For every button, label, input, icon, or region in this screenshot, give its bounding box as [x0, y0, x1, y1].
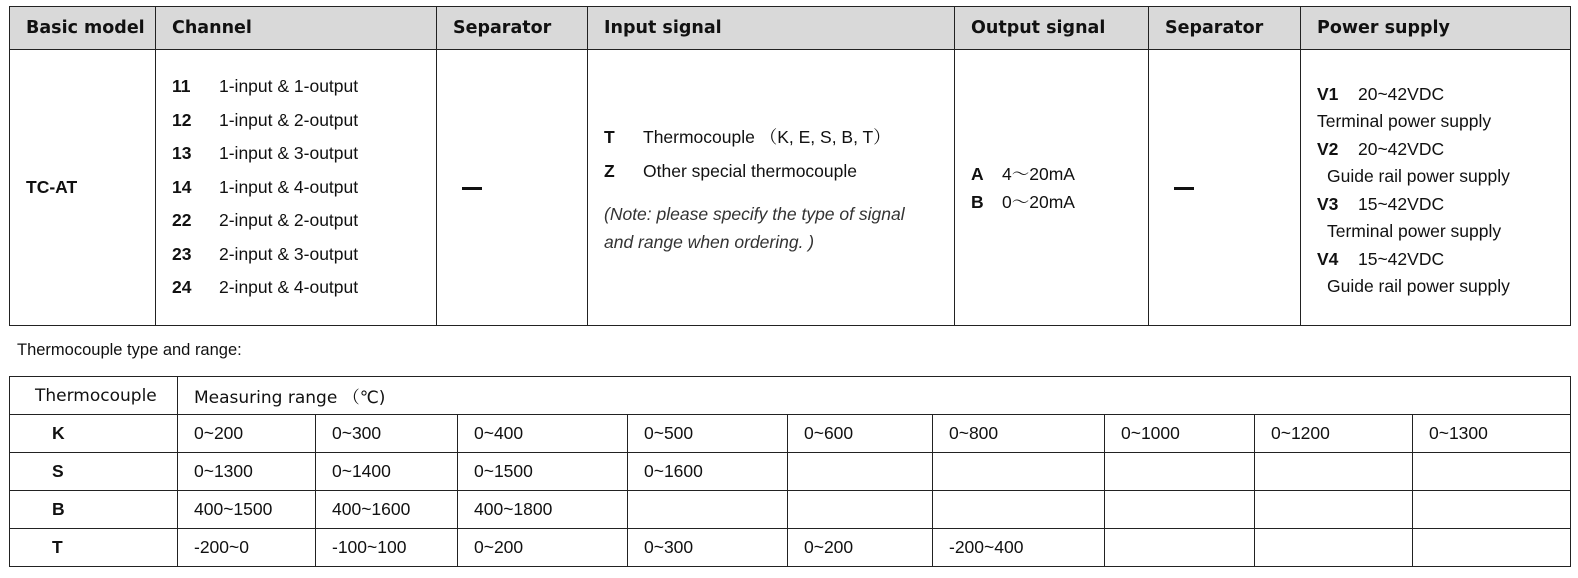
range-header-row	[10, 377, 1571, 415]
channel-label: 2-input & 3-output	[219, 243, 359, 264]
range-row	[10, 529, 1571, 567]
range-cell: 0~1300	[1413, 415, 1571, 453]
thermocouple-type: S	[10, 453, 178, 491]
channel-option	[172, 104, 436, 138]
range-cell: 400~1800	[458, 491, 628, 529]
channel-cell	[156, 50, 437, 326]
thermocouple-type: T	[10, 529, 178, 567]
range-cell	[628, 491, 788, 529]
model-table-header-row	[10, 7, 1571, 50]
range-cell	[1413, 453, 1571, 491]
channel-option	[172, 137, 436, 171]
power-code: V1	[1317, 83, 1339, 104]
range-cell	[1413, 529, 1571, 567]
power-supply-cell	[1301, 50, 1571, 326]
power-code: V3	[1317, 193, 1339, 214]
power-option	[1317, 81, 1570, 109]
power-voltage: 20~42VDC	[1358, 138, 1445, 159]
range-cell: 0~500	[628, 415, 788, 453]
channel-label: 2-input & 2-output	[219, 210, 359, 231]
range-cell: 400~1500	[178, 491, 316, 529]
channel-label: 1-input & 4-output	[219, 176, 359, 197]
range-cell: -200~0	[178, 529, 316, 567]
range-cell: 0~600	[788, 415, 933, 453]
input-note: (Note: please specify the type of signal and range when ordering. )	[604, 203, 905, 252]
range-cell	[788, 491, 933, 529]
output-option	[971, 160, 1148, 188]
thermocouple-range-table	[9, 376, 1571, 567]
channel-code: 23	[172, 243, 192, 264]
range-cell: 0~200	[788, 529, 933, 567]
range-row	[10, 415, 1571, 453]
channel-code: 12	[172, 109, 192, 130]
range-cell	[933, 453, 1105, 491]
power-desc: Terminal power supply	[1327, 221, 1502, 241]
range-cell: 0~200	[458, 529, 628, 567]
power-code: V2	[1317, 138, 1339, 159]
channel-code: 22	[172, 210, 192, 231]
channel-label: 1-input & 1-output	[219, 76, 359, 97]
range-cell: 0~1400	[316, 453, 458, 491]
range-cell	[1255, 529, 1413, 567]
range-cell	[1255, 491, 1413, 529]
power-voltage: 15~42VDC	[1358, 248, 1445, 269]
header-separator-2: Separator	[1149, 7, 1301, 50]
channel-code: 24	[172, 277, 192, 298]
power-desc: Guide rail power supply	[1327, 166, 1510, 186]
power-voltage: 15~42VDC	[1358, 193, 1445, 214]
separator-dash	[1174, 187, 1194, 190]
range-cell: 0~1600	[628, 453, 788, 491]
model-code-table	[9, 6, 1571, 326]
input-signal-cell	[588, 50, 955, 326]
thermocouple-column-header: Thermocouple	[10, 377, 178, 415]
power-option	[1317, 246, 1570, 274]
range-cell: 0~1200	[1255, 415, 1413, 453]
input-code: T	[604, 126, 615, 147]
range-cell	[1105, 491, 1255, 529]
power-option	[1317, 136, 1570, 164]
header-separator: Separator	[437, 7, 588, 50]
range-cell	[1413, 491, 1571, 529]
range-cell: 0~200	[178, 415, 316, 453]
channel-option	[172, 70, 436, 104]
power-voltage: 20~42VDC	[1358, 83, 1445, 104]
range-cell: 400~1600	[316, 491, 458, 529]
channel-label: 1-input & 3-output	[219, 143, 359, 164]
header-power-supply: Power supply	[1301, 7, 1571, 50]
power-option	[1317, 191, 1570, 219]
channel-code: 13	[172, 143, 192, 164]
separator-dash	[462, 187, 482, 190]
range-cell	[933, 491, 1105, 529]
range-cell	[788, 453, 933, 491]
power-desc: Guide rail power supply	[1327, 276, 1510, 296]
range-cell	[1105, 453, 1255, 491]
separator-cell	[437, 50, 588, 326]
output-code: B	[971, 191, 984, 212]
power-code: V4	[1317, 248, 1339, 269]
output-signal-cell	[955, 50, 1149, 326]
output-code: A	[971, 163, 984, 184]
separator-cell-2	[1149, 50, 1301, 326]
header-output-signal: Output signal	[955, 7, 1149, 50]
range-cell: 0~1300	[178, 453, 316, 491]
range-row	[10, 491, 1571, 529]
thermocouple-type: B	[10, 491, 178, 529]
range-cell: 0~300	[628, 529, 788, 567]
channel-option	[172, 271, 436, 305]
input-label: Thermocouple （K, E, S, B, T）	[643, 126, 891, 147]
range-cell: -200~400	[933, 529, 1105, 567]
range-cell: -100~100	[316, 529, 458, 567]
measuring-range-header: Measuring range （℃)	[178, 377, 1571, 415]
range-cell: 0~400	[458, 415, 628, 453]
channel-option	[172, 171, 436, 205]
range-table-caption: Thermocouple type and range:	[17, 341, 242, 359]
channel-code: 14	[172, 176, 192, 197]
power-desc: Terminal power supply	[1317, 111, 1492, 131]
channel-option	[172, 204, 436, 238]
range-cell	[1105, 529, 1255, 567]
input-option	[604, 154, 954, 188]
thermocouple-type: K	[10, 415, 178, 453]
channel-option	[172, 238, 436, 272]
header-basic-model: Basic model	[10, 7, 156, 50]
range-cell: 0~1500	[458, 453, 628, 491]
input-label: Other special thermocouple	[643, 160, 857, 181]
range-cell: 0~800	[933, 415, 1105, 453]
model-table-body-row	[10, 50, 1571, 326]
channel-label: 1-input & 2-output	[219, 109, 359, 130]
header-channel: Channel	[156, 7, 437, 50]
input-code: Z	[604, 160, 615, 181]
output-label: 0～20mA	[1002, 191, 1075, 212]
channel-label: 2-input & 4-output	[219, 277, 359, 298]
range-table-body	[10, 415, 1571, 567]
output-option	[971, 188, 1148, 216]
header-input-signal: Input signal	[588, 7, 955, 50]
output-label: 4～20mA	[1002, 163, 1075, 184]
channel-code: 11	[172, 76, 191, 97]
range-cell	[1255, 453, 1413, 491]
range-cell: 0~300	[316, 415, 458, 453]
basic-model-value: TC-AT	[10, 50, 156, 326]
range-row	[10, 453, 1571, 491]
range-cell: 0~1000	[1105, 415, 1255, 453]
input-option	[604, 120, 954, 154]
